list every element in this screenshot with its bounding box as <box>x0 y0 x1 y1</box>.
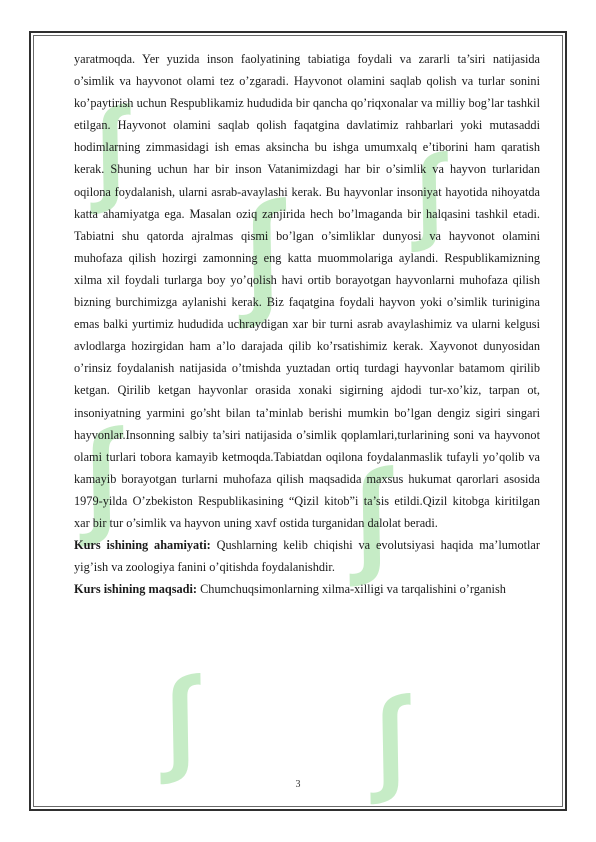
svg-text:ʃ: ʃ <box>67 406 133 546</box>
svg-text:ʃ: ʃ <box>337 446 403 586</box>
document-body <box>74 48 540 600</box>
svg-text:ʃ: ʃ <box>225 175 297 328</box>
svg-text:ʃ: ʃ <box>401 135 456 252</box>
purpose-label: Kurs ishining maqsadi: <box>74 582 198 597</box>
importance-text: Qushlarning kelib chiqishi va evolutsiyasi haqida ma’lumotlar yig’ish va zoologiya fanini o’qitishda foydalanishdir. <box>74 538 540 575</box>
importance-paragraph <box>74 534 540 578</box>
page-number: 3 <box>295 779 301 790</box>
purpose-text: Chumchuqsimonlarning xilma-xilligi va tarqalishini o’rganish <box>197 582 506 597</box>
svg-text:ʃ: ʃ <box>79 85 140 214</box>
importance-label: Kurs ishining ahamiyati: <box>74 538 211 553</box>
purpose-paragraph <box>74 578 540 600</box>
svg-text:ʃ: ʃ <box>359 675 420 804</box>
svg-text:ʃ: ʃ <box>149 655 210 784</box>
body-paragraph: yaratmoqda. Yer yuzida inson faolyatining tabiatiga foydali va zararli ta’siri natijasida o’simlik va hayvonot olami tez o’zgaradi. Hayvonot olamini saqlab qolish va turlar sonini ko’paytirish uchun Respublikamiz hududida bir qancha qo’riqxonalar va milliy bog’lar tashkil etilgan. Hayvonot olamini saqlab qolish faqatgina davlatimiz rahbarlari yoki mutasaddi hodimlarning zimmasidagi ish emas aksincha bu ishga umumxalq e’tiborini ham qaratish kerak. Shuning uchun har bir inson Vatanimizdagi har bir o’simlik va hayvon turlaridan oqilona foydalanish, ularni asrab-avaylashi kerak. Bu hayvonlar insoniyat hayotida nihoyatda katta ahamiyatga ega. Masalan oziq zanjirida hech bo’lmaganda bir halqasini tashkil etadi. Tabiatni shu qatorda ajralmas qismi bo’lgan o’simliklar dunyosi va hayvonot olamini muhofaza qilish hozirgi zamonning eng katta muommolariga aylandi. Respublikamizning xilma xil foydali turlarga boy yo’qolish havi ortib borayotgan hayvonlarni muhofaza qilish bizning burchimizga aylanishi kerak. Biz faqatgina foydali hayvon yoki o’simlik turinigina emas balki yurtimiz hududida uchraydigan xar bir turni asrab avaylashimiz va ularni kelgusi avlodlarga hozirgidan ham a’lo darajada qilib ko’rsatishimiz kerak. Xayvonot dunyosidan o’rinsiz foydalanish natijasida o’tmishda yuztadan ortiq turdagi hayvonlar batamom qirilib ketgan. Qirilib ketgan hayvonlar orasida xonaki sigirning ajdodi tur-xo’kiz, tarpan ot, insoniyatning yarmini go’sht bilan ta’minlab berishi mumkin bo’lgan dengiz sigiri singari hayvonlar.Insonning salbiy ta’siri natijasida o’simlik qoplamlari,turlarining soni va hayvonot olami turlari tobora kamayib ketmoqda.Tabiatdan oqilona foydalanmaslik tufayli yo’qolib va kamayib borayotgan turlarni muhofaza qilish maqsadida maxsus hukumat qarorlari asosida 1979-yilda O’zbekiston Respublikasining “Qizil kitob”i ta’sis etildi.Qizil kitobga kiritilgan xar bir tur o’simlik va hayvon uning xavf ostida turganidan dalolat beradi. <box>74 52 540 530</box>
